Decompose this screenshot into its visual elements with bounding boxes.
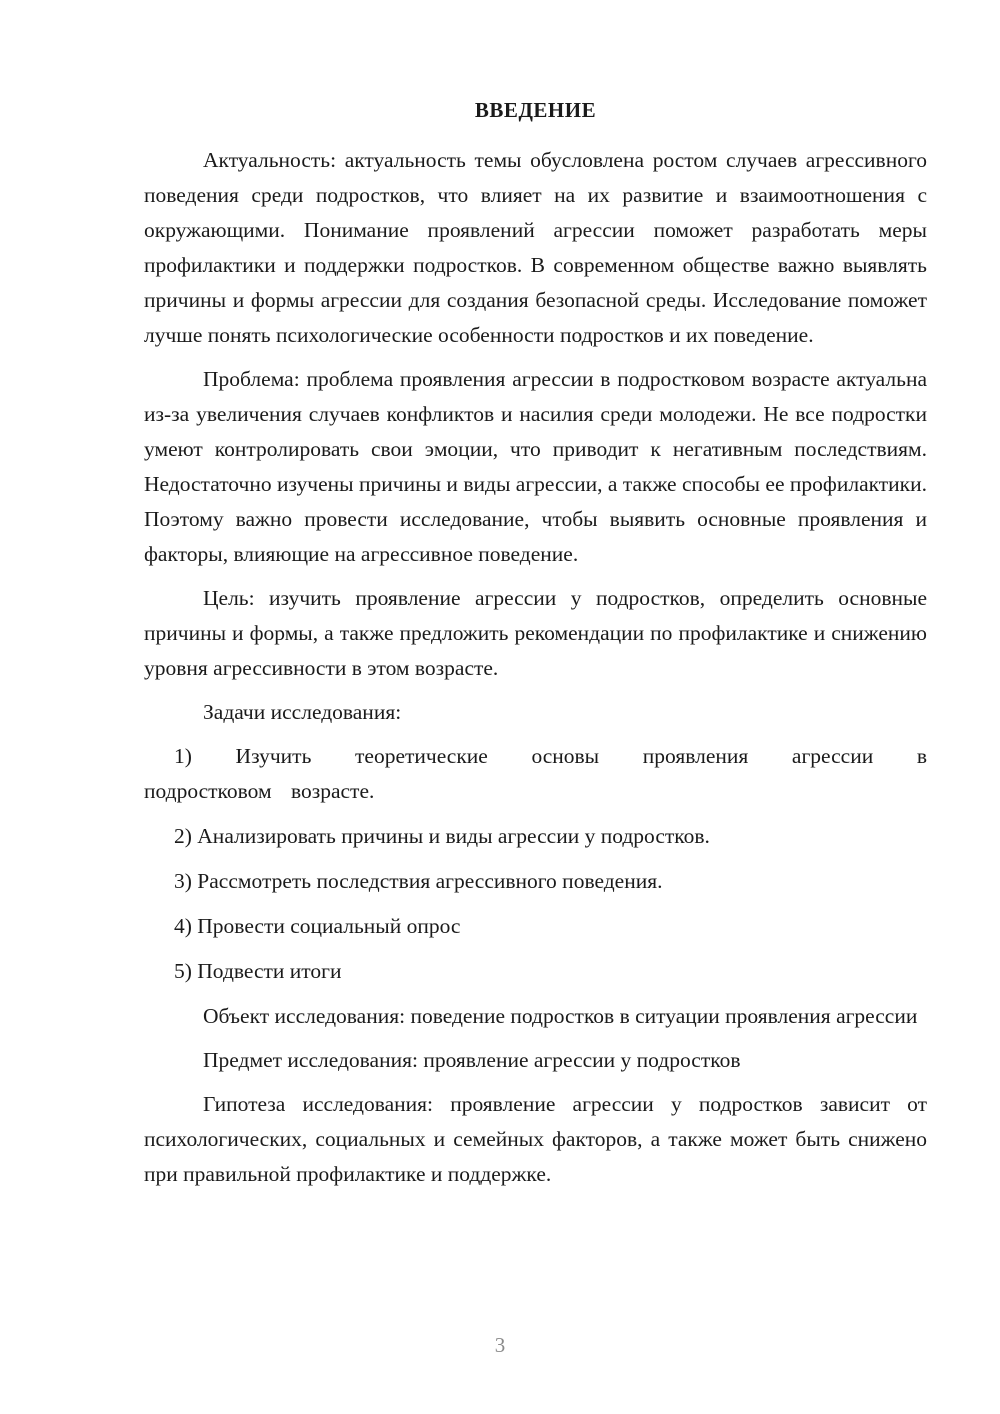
list-item: 3) Рассмотреть последствия агрессивного поведения. xyxy=(174,869,663,893)
document-page xyxy=(144,95,927,1201)
list-item: 5) Подвести итоги xyxy=(174,959,342,983)
paragraph-goal: Цель: изучить проявление агрессии у подростков, определить основные причины и формы, а также предложить рекомендации по профилактике и снижению уровня агрессивности в этом возрасте. xyxy=(144,586,927,680)
paragraph-relevance: Актуальность: актуальность темы обусловлена ростом случаев агрессивного поведения среди подростков, что влияет на их развитие и взаимоотношения с окружающими. Понимание проявлений агрессии поможет разработать меры профилактики и поддержки подростков. В современном обществе важно выявлять причины и формы агрессии для создания безопасной среды. Исследование поможет лучше понять психологические особенности подростков и их поведение. xyxy=(144,148,927,347)
tasks-list xyxy=(144,739,927,989)
page-title: ВВЕДЕНИЕ xyxy=(474,98,597,122)
tasks-heading: Задачи исследования: xyxy=(203,700,402,724)
paragraph-object: Объект исследования: поведение подростков в ситуации проявления агрессии xyxy=(203,1004,918,1028)
list-item: 1) Изучить теоретические основы проявления агрессии в подростковом возрасте. xyxy=(144,744,927,803)
paragraph-subject: Предмет исследования: проявление агрессии у подростков xyxy=(203,1048,741,1072)
paragraph-hypothesis: Гипотеза исследования: проявление агрессии у подростков зависит от психологических, социальных и семейных факторов, а также может быть снижено при правильной профилактике и поддержке. xyxy=(144,1092,927,1186)
paragraph-problem: Проблема: проблема проявления агрессии в подростковом возрасте актуальна из-за увеличения случаев конфликтов и насилия среди молодежи. Не все подростки умеют контролировать свои эмоции, что приводит к негативным последствиям. Недостаточно изучены причины и виды агрессии, а также способы ее профилактики. Поэтому важно провести исследование, чтобы выявить основные проявления и факторы, влияющие на агрессивное поведение. xyxy=(144,367,927,566)
page-number: 3 xyxy=(494,1333,506,1357)
list-item: 4) Провести социальный опрос xyxy=(174,914,461,938)
list-item: 2) Анализировать причины и виды агрессии у подростков. xyxy=(174,824,710,848)
